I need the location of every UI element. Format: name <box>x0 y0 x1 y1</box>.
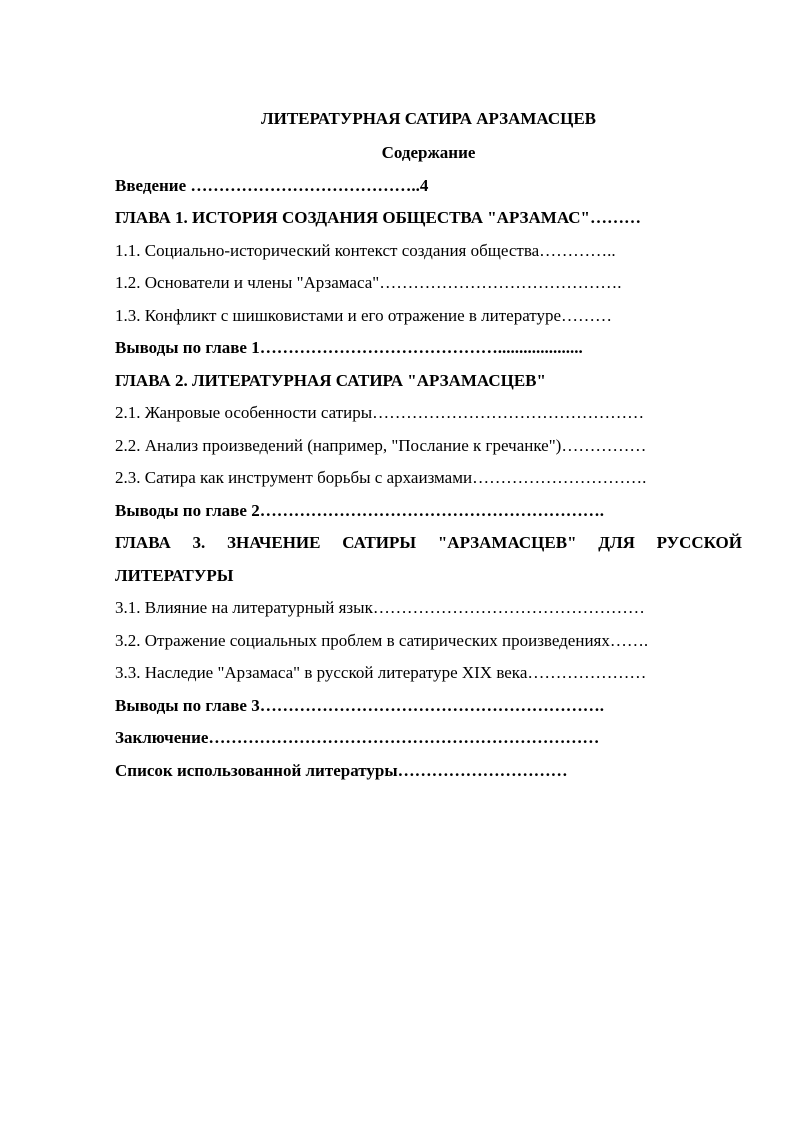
toc-item-bibliography: Список использованной литературы………………………… <box>115 761 568 780</box>
toc-item-chapter-3 <box>115 533 742 553</box>
toc-item-chapter-1: ГЛАВА 1. ИСТОРИЯ СОЗДАНИЯ ОБЩЕСТВА "АРЗАМАС"……… <box>115 208 641 227</box>
toc-item-conclusions-2: Выводы по главе 2……………………………………………………. <box>115 501 604 520</box>
toc-item-3-3: 3.3. Наследие "Арзамаса" в русской литературе XIX века………………… <box>115 663 647 682</box>
toc-item-chapter-2: ГЛАВА 2. ЛИТЕРАТУРНАЯ САТИРА "АРЗАМАСЦЕВ" <box>115 371 546 390</box>
toc-chapter-3-word-5: "АРЗАМАСЦЕВ" <box>437 533 577 552</box>
toc-item-chapter-3-cont: ЛИТЕРАТУРЫ <box>115 566 234 585</box>
toc-item-1-3: 1.3. Конфликт с шишковистами и его отражение в литературе……… <box>115 306 613 325</box>
toc-chapter-3-word-4: САТИРЫ <box>342 533 417 552</box>
toc-chapter-3-word-3: ЗНАЧЕНИЕ <box>227 533 321 552</box>
toc-chapter-3-word-7: РУССКОЙ <box>656 533 742 552</box>
toc-chapter-3-word-6: ДЛЯ <box>598 533 635 552</box>
toc-item-conclusions-1: Выводы по главе 1…………………………………….................... <box>115 338 583 357</box>
toc-item-2-2: 2.2. Анализ произведений (например, "Послание к гречанке")…………… <box>115 436 647 455</box>
toc-item-3-1: 3.1. Влияние на литературный язык………………………………………… <box>115 598 645 617</box>
toc-item-1-1: 1.1. Социально-исторический контекст создания общества………….. <box>115 241 616 260</box>
toc-item-2-1: 2.1. Жанровые особенности сатиры………………………………………… <box>115 403 645 422</box>
toc-chapter-3-word-1: ГЛАВА <box>115 533 171 552</box>
document-subtitle: Содержание <box>381 143 476 162</box>
toc-item-conclusion: Заключение…………………………………………………………… <box>115 728 600 747</box>
toc-chapter-3-word-2: 3. <box>192 533 206 552</box>
toc-item-1-2: 1.2. Основатели и члены "Арзамаса"……………………………………. <box>115 273 622 292</box>
toc-item-3-2: 3.2. Отражение социальных проблем в сатирических произведениях……. <box>115 631 649 650</box>
document-title: ЛИТЕРАТУРНАЯ САТИРА АРЗАМАСЦЕВ <box>260 109 597 128</box>
toc-item-conclusions-3: Выводы по главе 3……………………………………………………. <box>115 696 604 715</box>
toc-item-intro: Введение …………………………………..4 <box>115 176 429 195</box>
toc-item-2-3: 2.3. Сатира как инструмент борьбы с архаизмами…………………………. <box>115 468 647 487</box>
